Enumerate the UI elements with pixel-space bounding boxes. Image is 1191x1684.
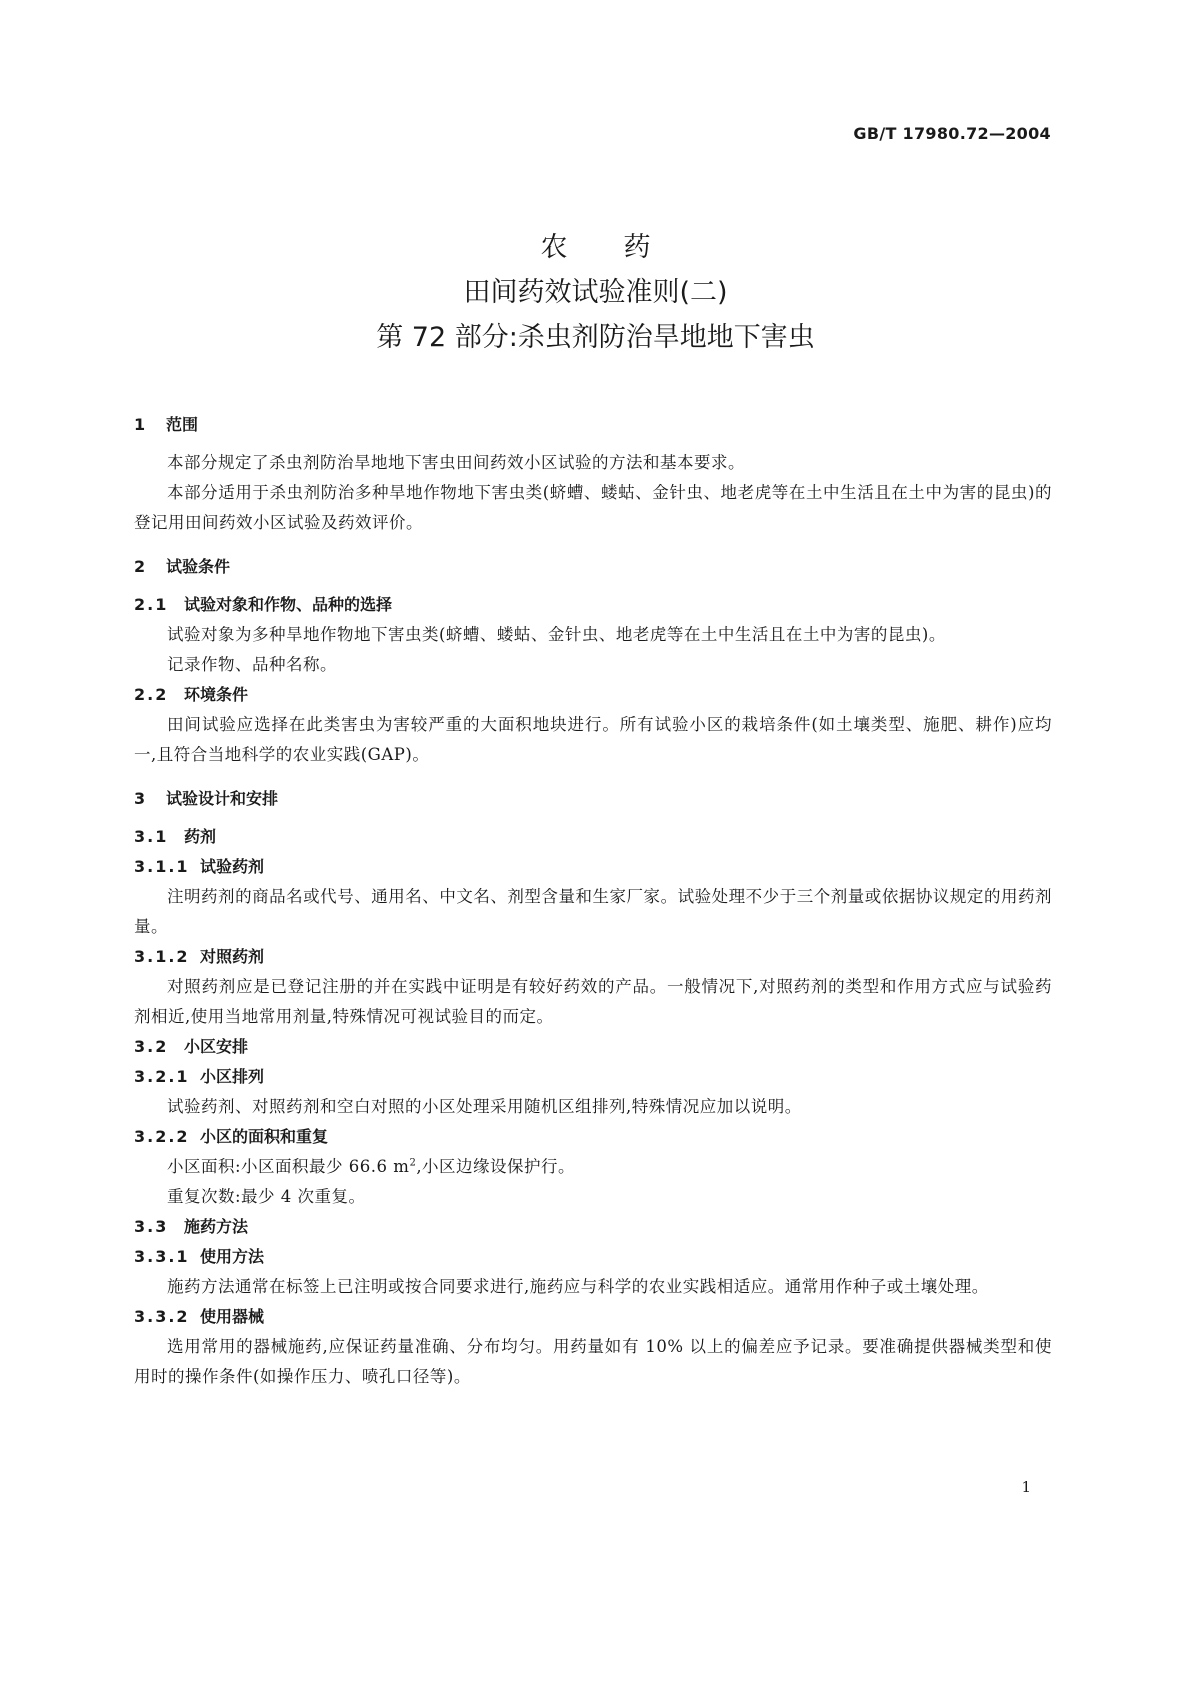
title-line-3: 第 72 部分:杀虫剂防治旱地地下害虫 [376,322,815,353]
paragraph: 选用常用的器械施药,应保证药量准确、分布均匀。用药量如有 10% 以上的偏差应予记录。要准确提供器械类型和使用时的操作条件(如操作压力、喷孔口径等)。 [134,1337,1052,1386]
section-number: 2.1 [134,595,169,614]
paragraph: 本部分规定了杀虫剂防治旱地地下害虫田间药效小区试验的方法和基本要求。 [167,453,745,472]
section-heading [134,1122,1052,1152]
section-heading [134,410,1052,440]
paragraph: 试验药剂、对照药剂和空白对照的小区处理采用随机区组排列,特殊情况应加以说明。 [167,1097,802,1116]
section-heading [134,852,1052,882]
section-number: 1 [134,415,148,434]
plot-area-text-tail: ,小区边缘设保护行。 [416,1157,576,1176]
section-heading [134,1242,1052,1272]
section-number: 2.2 [134,685,169,704]
section-title: 试验药剂 [200,857,265,876]
title-line-2: 田间药效试验准则(二) [463,277,728,308]
paragraph: 试验对象为多种旱地作物地下害虫类(蛴螬、蝼蛄、金针虫、地老虎等在土中生活且在土中为害的昆虫)。 [167,625,946,644]
plot-area-text: 小区面积:小区面积最少 66.6 m [167,1157,410,1176]
title-line-1: 农药 [540,232,707,263]
section-number: 3.2.2 [134,1127,190,1146]
section-heading [134,1212,1052,1242]
section-title: 试验设计和安排 [166,789,279,808]
section-number: 3.1.1 [134,857,190,876]
section-heading [134,784,1052,814]
document-title [0,225,1191,360]
section-title: 药剂 [184,827,217,846]
paragraph [134,1152,1052,1182]
section-number: 3.3.1 [134,1247,190,1266]
section-title: 环境条件 [184,685,249,704]
section-heading [134,590,1052,620]
section-number: 3.1 [134,827,169,846]
section-title: 试验对象和作物、品种的选择 [184,595,393,614]
section-title: 试验条件 [166,557,231,576]
paragraph: 施药方法通常在标签上已注明或按合同要求进行,施药应与科学的农业实践相适应。通常用作种子或土壤处理。 [167,1277,989,1296]
page-number: 1 [1021,1478,1031,1496]
section-title: 范围 [166,415,199,434]
section-heading [134,822,1052,852]
standard-code: GB/T 17980.72—2004 [853,124,1051,143]
section-number: 2 [134,557,148,576]
section-title: 对照药剂 [200,947,265,966]
section-heading [134,1032,1052,1062]
section-title: 小区安排 [184,1037,249,1056]
paragraph: 对照药剂应是已登记注册的并在实践中证明是有较好药效的产品。一般情况下,对照药剂的类型和作用方式应与试验药剂相近,使用当地常用剂量,特殊情况可视试验目的而定。 [134,977,1052,1026]
section-title: 使用器械 [200,1307,265,1326]
paragraph: 重复次数:最少 4 次重复。 [167,1187,366,1206]
section-number: 3.2.1 [134,1067,190,1086]
section-number: 3.3 [134,1217,169,1236]
section-heading [134,680,1052,710]
superscript: 2 [409,1157,417,1169]
paragraph: 田间试验应选择在此类害虫为害较严重的大面积地块进行。所有试验小区的栽培条件(如土壤类型、施肥、耕作)应均一,且符合当地科学的农业实践(GAP)。 [134,715,1052,764]
document-body [134,410,1052,1392]
section-title: 施药方法 [184,1217,249,1236]
section-title: 使用方法 [200,1247,265,1266]
section-number: 3.3.2 [134,1307,190,1326]
section-number: 3.1.2 [134,947,190,966]
paragraph: 本部分适用于杀虫剂防治多种旱地作物地下害虫类(蛴螬、蝼蛄、金针虫、地老虎等在土中生活且在土中为害的昆虫)的登记用田间药效小区试验及药效评价。 [134,483,1052,532]
section-heading [134,1302,1052,1332]
paragraph: 注明药剂的商品名或代号、通用名、中文名、剂型含量和生家厂家。试验处理不少于三个剂量或依据协议规定的用药剂量。 [134,887,1052,936]
section-title: 小区的面积和重复 [200,1127,329,1146]
section-number: 3 [134,789,148,808]
section-heading [134,552,1052,582]
section-number: 3.2 [134,1037,169,1056]
section-heading [134,942,1052,972]
paragraph: 记录作物、品种名称。 [167,655,337,674]
section-heading [134,1062,1052,1092]
section-title: 小区排列 [200,1067,265,1086]
